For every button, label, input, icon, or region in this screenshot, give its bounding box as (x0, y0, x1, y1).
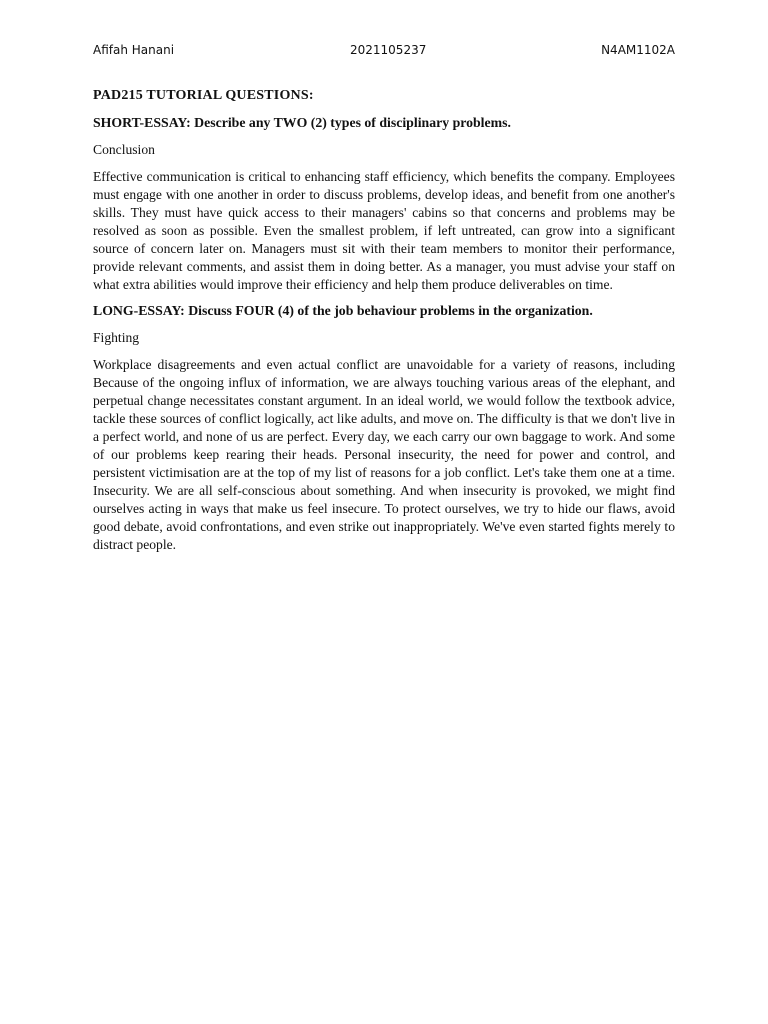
long-essay-paragraph: Workplace disagreements and even actual conflict are unavoidable for a variety of reasons, including Because of the ongoing influx of information, we are always touching various areas of the elephant, and perpetual change necessitates constant argument. In an ideal world, we would follow the textbook advice, tackle these sources of conflict logically, act like adults, and move on. The difficulty is that we don't live in a perfect world, and none of us are perfect. Every day, we each carry our own baggage to work. And some of our problems keep rearing their heads. Personal insecurity, the need for power and control, and persistent victimisation are at the top of my list of reasons for a job conflict. Let's take them one at a time. Insecurity. We are all self-conscious about something. And when insecurity is provoked, we might find ourselves acting in ways that make us feel insecure. To protect ourselves, we try to hide our flaws, avoid good debate, avoid confrontations, and even strike out inappropriately. We've even started fights merely to distract people. (93, 357, 675, 552)
page-header (93, 43, 675, 61)
document-title: PAD215 TUTORIAL QUESTIONS: (93, 88, 314, 103)
document-body (93, 87, 675, 562)
long-essay-subheading: Fighting (93, 330, 140, 345)
short-essay-paragraph: Effective communication is critical to enhancing staff efficiency, which benefits the company. Employees must engage with one another in order to discuss problems, develop ideas, and benefit from one another's skills. They must have quick access to their managers' cabins so that concerns and problems may be resolved as soon as possible. Even the smallest problem, if left untreated, can grow into a significant source of concern later on. Managers must sit with their team members to monitor their performance, provide relevant comments, and assist them in doing better. As a manager, you must advise your staff on what extra abilities would improve their efficiency and help them produce deliverables on time. (93, 169, 675, 292)
long-essay-question: LONG-ESSAY: Discuss FOUR (4) of the job behaviour problems in the organization. (93, 303, 593, 318)
student-id: 2021105237 (350, 43, 427, 57)
author-name: Afifah Hanani (93, 43, 175, 57)
short-essay-subheading: Conclusion (93, 142, 155, 157)
group-code: N4AM1102A (601, 43, 675, 57)
short-essay-question: SHORT-ESSAY: Describe any TWO (2) types of disciplinary problems. (93, 115, 511, 130)
